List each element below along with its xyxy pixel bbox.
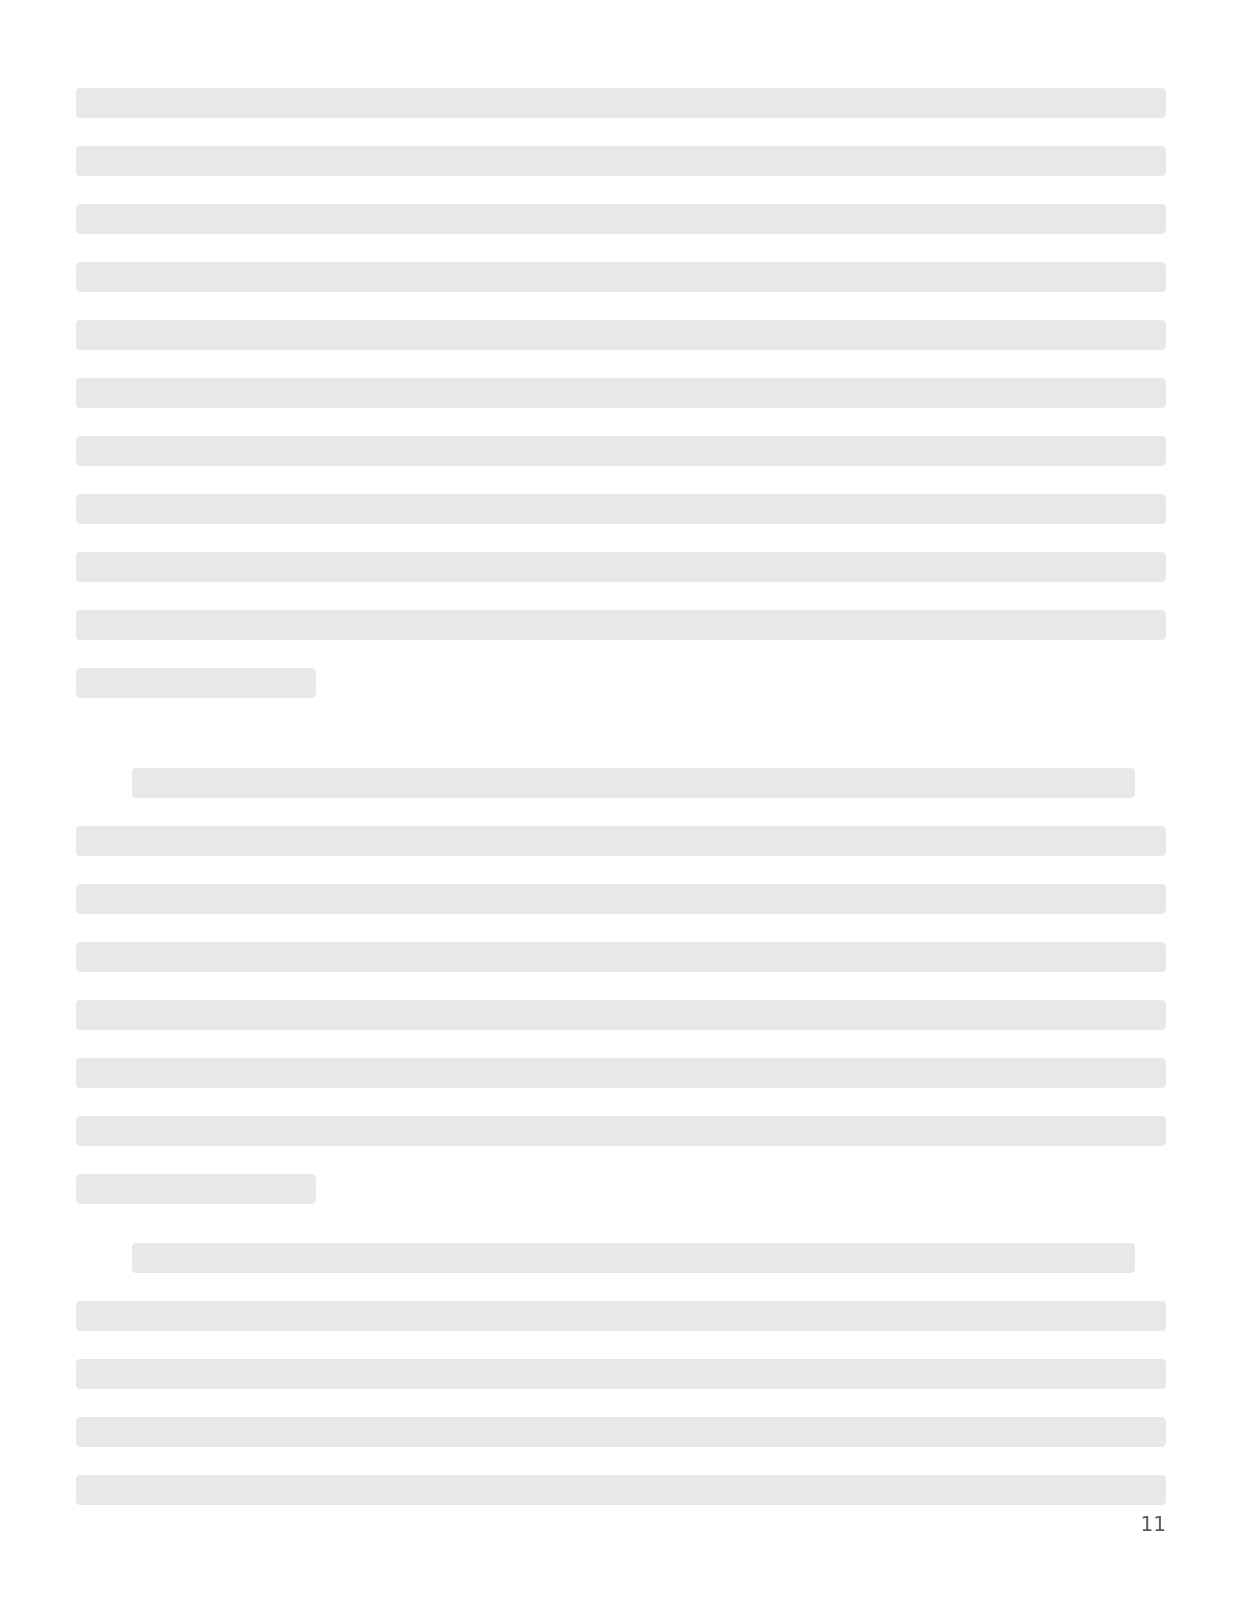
paragraph-redacted-3 — [76, 1215, 1166, 1533]
page-number: 11 — [1140, 1512, 1166, 1536]
paragraph-redacted-2 — [76, 740, 1166, 1232]
paragraph-redacted-1 — [76, 60, 1166, 726]
